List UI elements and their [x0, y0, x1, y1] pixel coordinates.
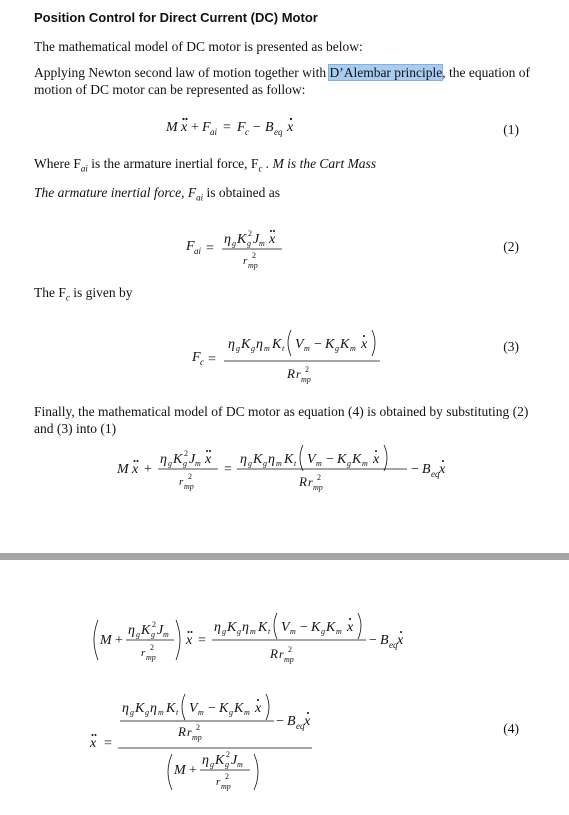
svg-text:η: η [242, 620, 249, 635]
svg-text:=: = [206, 241, 214, 256]
svg-text:−: − [369, 633, 377, 648]
svg-text:R: R [270, 646, 278, 661]
svg-text:g: g [237, 627, 241, 636]
equation-number-4: (4) [503, 721, 519, 736]
svg-text:g: g [251, 344, 255, 353]
svg-text:M: M [166, 120, 178, 135]
svg-text:η: η [214, 620, 221, 635]
svg-text:B: B [265, 120, 274, 135]
svg-text:K: K [237, 232, 247, 247]
svg-text:m: m [259, 239, 265, 248]
svg-text:η: η [228, 337, 235, 352]
svg-text:c: c [245, 127, 249, 137]
svg-text:r: r [243, 255, 248, 267]
svg-text:F: F [202, 120, 211, 135]
svg-text:V: V [295, 337, 304, 352]
svg-text:F: F [237, 120, 246, 135]
svg-text:g: g [229, 708, 233, 717]
svg-text:η: η [256, 337, 263, 352]
svg-text:2: 2 [317, 473, 321, 482]
svg-text:η: η [224, 232, 231, 247]
svg-text:K: K [253, 452, 263, 467]
finally-paragraph: Finally, the mathematical model of DC motor as equation (4) is obtained by substituting (2) and (3) into (1) [34, 404, 529, 436]
svg-text:2: 2 [188, 472, 192, 481]
svg-text:2: 2 [252, 251, 256, 260]
svg-text:m: m [158, 708, 164, 717]
svg-text:g: g [130, 708, 134, 717]
svg-text:x: x [181, 120, 188, 135]
svg-text:M: M [100, 633, 112, 648]
svg-text:=: = [224, 462, 232, 477]
svg-text:x: x [304, 714, 311, 729]
equation-rearranged [94, 613, 404, 664]
svg-text:+: + [191, 120, 199, 135]
svg-text:R: R [287, 366, 295, 381]
svg-text:M: M [117, 462, 129, 477]
svg-text:=: = [104, 736, 112, 751]
svg-text:−: − [276, 714, 284, 729]
svg-text:K: K [135, 701, 145, 716]
svg-text:mp: mp [146, 653, 156, 662]
svg-text:K: K [326, 620, 336, 635]
svg-text:2: 2 [288, 645, 292, 654]
svg-text:+: + [115, 633, 123, 648]
svg-text:g: g [347, 459, 351, 468]
svg-text:x: x [397, 633, 404, 648]
svg-text:t: t [176, 708, 179, 717]
svg-text:g: g [232, 239, 236, 248]
svg-text:η: η [128, 623, 135, 638]
svg-text:m: m [163, 630, 169, 639]
equation-number-1: (1) [503, 122, 519, 137]
svg-text:2: 2 [184, 449, 188, 458]
svg-text:−: − [314, 337, 322, 352]
svg-text:g: g [263, 459, 267, 468]
svg-text:2: 2 [225, 772, 229, 781]
svg-text:B: B [287, 714, 296, 729]
svg-text:V: V [281, 620, 290, 635]
svg-text:m: m [290, 627, 296, 636]
svg-text:η: η [240, 452, 247, 467]
intro-paragraph: The mathematical model of DC motor is presented as below: [34, 39, 363, 54]
svg-text:K: K [141, 623, 151, 638]
highlighted-term[interactable]: D’Alembar principle [329, 65, 443, 80]
svg-text:eq: eq [296, 721, 305, 731]
svg-text:=: = [198, 633, 206, 648]
svg-text:M: M [174, 763, 186, 778]
svg-text:g: g [145, 708, 149, 717]
equation-number-2: (2) [503, 239, 519, 254]
svg-text:m: m [264, 344, 270, 353]
svg-text:r: r [308, 475, 313, 489]
svg-text:K: K [352, 452, 362, 467]
svg-text:V: V [189, 701, 198, 716]
svg-text:2: 2 [196, 723, 200, 732]
svg-text:m: m [350, 344, 356, 353]
svg-text:eq: eq [274, 127, 283, 137]
svg-text:R: R [299, 474, 307, 489]
svg-text:−: − [253, 120, 261, 135]
svg-text:mp: mp [301, 375, 311, 384]
svg-text:K: K [219, 701, 229, 716]
svg-text:−: − [208, 701, 216, 716]
svg-text:r: r [216, 776, 221, 788]
equation-2 [185, 229, 282, 270]
svg-text:m: m [304, 344, 310, 353]
svg-text:m: m [244, 708, 250, 717]
page-title: Position Control for Direct Current (DC) Motor [34, 10, 318, 25]
svg-text:x: x [255, 701, 262, 716]
svg-text:B: B [380, 633, 389, 648]
svg-text:t: t [268, 627, 271, 636]
svg-text:K: K [340, 337, 350, 352]
svg-text:K: K [325, 337, 335, 352]
svg-text:η: η [150, 701, 157, 716]
svg-text:η: η [122, 701, 129, 716]
svg-text:F: F [186, 239, 195, 254]
svg-text:m: m [362, 459, 368, 468]
svg-text:mp: mp [221, 782, 231, 791]
svg-text:eq: eq [431, 469, 440, 479]
svg-text:r: r [179, 476, 184, 488]
svg-text:g: g [248, 459, 252, 468]
svg-text:mp: mp [184, 482, 194, 491]
svg-text:mp: mp [284, 655, 294, 664]
equation-4 [89, 694, 312, 791]
svg-text:η: η [202, 753, 209, 768]
svg-text:ai: ai [194, 246, 202, 256]
svg-text:K: K [173, 452, 183, 467]
svg-text:J: J [157, 623, 164, 638]
svg-text:g: g [168, 459, 172, 468]
svg-text:K: K [337, 452, 347, 467]
svg-text:mp: mp [313, 483, 323, 492]
svg-text:=: = [208, 352, 216, 367]
svg-text:m: m [336, 627, 342, 636]
svg-text:x: x [205, 452, 212, 467]
svg-text:m: m [198, 708, 204, 717]
svg-text:r: r [141, 647, 146, 659]
svg-text:2: 2 [152, 620, 156, 629]
svg-text:r: r [296, 367, 301, 381]
equation-number-3: (3) [503, 339, 519, 354]
svg-text:J: J [231, 753, 238, 768]
svg-text:g: g [236, 344, 240, 353]
svg-text:m: m [237, 760, 243, 769]
svg-text:−: − [300, 620, 308, 635]
svg-text:+: + [189, 763, 197, 778]
equation-3 [191, 330, 380, 384]
svg-text:g: g [321, 627, 325, 636]
svg-text:K: K [258, 620, 268, 635]
svg-text:g: g [247, 239, 251, 248]
svg-text:x: x [269, 232, 276, 247]
where-paragraph: Where $F_{ai}$ is the armature inertial force, $F_c$ . M is the Cart Mass [34, 156, 377, 174]
svg-text:J: J [189, 452, 196, 467]
svg-text:2: 2 [150, 643, 154, 652]
svg-text:g: g [222, 627, 226, 636]
svg-text:K: K [272, 337, 282, 352]
svg-text:x: x [132, 462, 139, 477]
svg-text:x: x [287, 120, 294, 135]
svg-text:K: K [227, 620, 237, 635]
svg-text:x: x [90, 736, 97, 751]
svg-text:η: η [268, 452, 275, 467]
svg-text:K: K [234, 701, 244, 716]
svg-text:K: K [215, 753, 225, 768]
svg-text:K: K [166, 701, 176, 716]
svg-text:K: K [241, 337, 251, 352]
svg-text:mp: mp [192, 733, 202, 742]
newton-text-post: , the equation of motion of DC motor can be represented as follow: [34, 65, 531, 97]
svg-text:g: g [136, 630, 140, 639]
svg-text:g: g [225, 760, 229, 769]
svg-text:2: 2 [248, 229, 252, 238]
svg-text:c: c [200, 357, 204, 367]
svg-text:B: B [422, 462, 431, 477]
armature-paragraph: The armature inertial force, $F_{ai}$ is obtained as [34, 185, 280, 203]
svg-text:g: g [335, 344, 339, 353]
svg-text:2: 2 [305, 365, 309, 374]
svg-text:m: m [276, 459, 282, 468]
svg-text:J: J [253, 232, 260, 247]
svg-text:2: 2 [226, 750, 230, 759]
svg-text:+: + [144, 462, 152, 477]
svg-text:K: K [311, 620, 321, 635]
equation-combined [116, 445, 446, 492]
svg-text:m: m [316, 459, 322, 468]
svg-text:x: x [373, 452, 380, 467]
svg-text:x: x [347, 620, 354, 635]
svg-text:K: K [284, 452, 294, 467]
svg-text:t: t [294, 459, 297, 468]
svg-text:mp: mp [248, 261, 258, 270]
svg-text:t: t [282, 344, 285, 353]
svg-text:r: r [187, 725, 192, 739]
svg-text:m: m [195, 459, 201, 468]
fc-paragraph: The $F_c$ is given by [34, 285, 133, 303]
svg-text:g: g [183, 459, 187, 468]
svg-text:r: r [279, 647, 284, 661]
svg-text:x: x [186, 633, 193, 648]
svg-text:g: g [210, 760, 214, 769]
svg-text:g: g [151, 630, 155, 639]
svg-text:ai: ai [210, 127, 218, 137]
svg-text:x: x [361, 337, 368, 352]
svg-text:x: x [439, 462, 446, 477]
svg-text:=: = [223, 120, 231, 135]
svg-text:R: R [178, 724, 186, 739]
svg-text:η: η [160, 452, 167, 467]
svg-text:eq: eq [389, 640, 398, 650]
svg-text:−: − [326, 452, 334, 467]
svg-text:m: m [250, 627, 256, 636]
svg-text:V: V [307, 452, 316, 467]
svg-text:−: − [411, 462, 419, 477]
svg-text:F: F [192, 350, 201, 365]
equation-1 [165, 118, 294, 137]
page-divider [0, 553, 569, 560]
newton-text-pre: Applying Newton second law of motion together with [34, 65, 330, 80]
